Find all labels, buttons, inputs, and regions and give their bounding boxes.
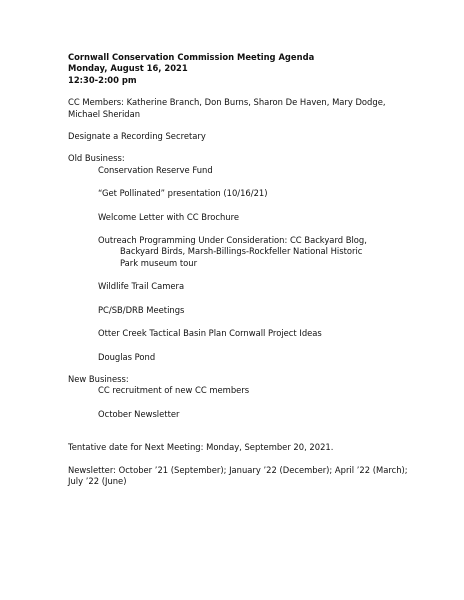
outreach-line-2: Backyard Birds, Marsh-Billings-Rockfeller National Historic bbox=[120, 246, 363, 257]
old-business-item: Welcome Letter with CC Brochure bbox=[98, 211, 240, 222]
recording-secretary-text: Designate a Recording Secretary bbox=[68, 131, 206, 142]
newsletter-line-2: July ’22 (June) bbox=[68, 475, 127, 486]
outreach-line-3: Park museum tour bbox=[120, 257, 198, 268]
agenda-time: 12:30-2:00 pm bbox=[68, 74, 137, 85]
newsletter-line-1: Newsletter: October ’21 (September); January ’22 (December); April ’22 (March); bbox=[68, 464, 408, 475]
members-paragraph bbox=[68, 97, 448, 120]
outreach-line-1: Outreach Programming Under Consideration: CC Backyard Blog, bbox=[98, 235, 367, 246]
old-business-item: Wildlife Trail Camera bbox=[98, 281, 185, 292]
old-business-item: PC/SB/DRB Meetings bbox=[98, 304, 185, 315]
old-business-item: Douglas Pond bbox=[98, 351, 156, 362]
new-business-label: New Business: bbox=[68, 373, 129, 384]
agenda-title: Cornwall Conservation Commission Meeting Agenda bbox=[68, 52, 315, 62]
new-business-item: October Newsletter bbox=[98, 408, 180, 419]
new-business-item: CC recruitment of new CC members bbox=[98, 385, 250, 396]
members-line-1: CC Members: Katherine Branch, Don Burns, Sharon De Haven, Mary Dodge, bbox=[68, 97, 386, 108]
old-business-section bbox=[68, 153, 448, 362]
agenda-date: Monday, August 16, 2021 bbox=[68, 63, 188, 74]
old-business-item: Otter Creek Tactical Basin Plan Cornwall Project Ideas bbox=[98, 328, 322, 339]
old-business-item: Conservation Reserve Fund bbox=[98, 164, 213, 175]
newsletter-paragraph bbox=[68, 465, 448, 488]
agenda-header bbox=[68, 52, 448, 86]
agenda-document bbox=[68, 52, 448, 487]
next-meeting-paragraph bbox=[68, 442, 448, 453]
old-business-item: “Get Pollinated” presentation (10/16/21) bbox=[98, 188, 268, 199]
new-business-section bbox=[68, 374, 448, 420]
old-business-label: Old Business: bbox=[68, 153, 125, 164]
next-meeting-text: Tentative date for Next Meeting: Monday, September 20, 2021. bbox=[68, 442, 334, 453]
recording-secretary-item bbox=[68, 131, 448, 142]
members-line-2: Michael Sheridan bbox=[68, 108, 141, 119]
old-business-item-outreach bbox=[68, 235, 448, 269]
